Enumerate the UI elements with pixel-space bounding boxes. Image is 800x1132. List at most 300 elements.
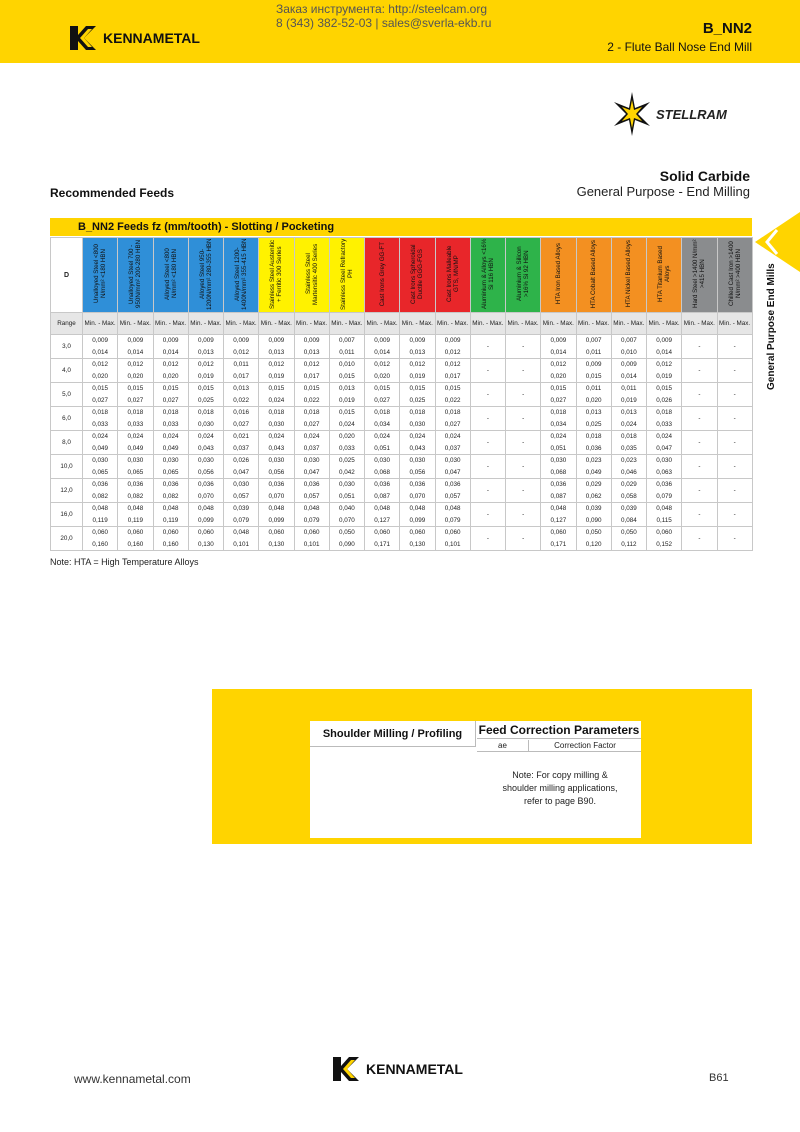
feed-cell-max: 0,019	[400, 371, 435, 383]
feed-cell-min: 0,015	[259, 383, 294, 395]
feed-cell-min: 0,013	[576, 407, 611, 419]
feed-cell-min: 0,015	[647, 383, 682, 395]
feed-cell-min: 0,009	[400, 335, 435, 347]
feed-cell-max: 0,058	[611, 491, 646, 503]
feed-cell-min: 0,012	[647, 359, 682, 371]
feed-cell-max: 0,020	[118, 371, 153, 383]
feed-cell-max: 0,127	[365, 515, 400, 527]
feed-cell-min: 0,018	[611, 431, 646, 443]
feed-cell-min: 0,012	[294, 359, 329, 371]
material-label: Stainless Steel Austenitic + Ferritic 300 Series	[269, 239, 284, 309]
feed-cell-max: 0,057	[224, 491, 259, 503]
feed-cell-na: -	[682, 407, 717, 431]
min-max-label: Min. - Max.	[541, 313, 576, 335]
note-line-1: Note: For copy milling &	[512, 770, 608, 780]
feed-cell-max: 0,020	[153, 371, 188, 383]
feed-cell-na: -	[506, 527, 541, 551]
diameter-cell: 3,0	[51, 335, 83, 359]
feed-cell-min: 0,009	[541, 335, 576, 347]
feed-cell-max: 0,082	[118, 491, 153, 503]
material-header-5	[224, 238, 259, 313]
feed-cell-na: -	[506, 455, 541, 479]
kennametal-wordmark: KENNAMETAL	[103, 30, 200, 46]
material-header-13	[506, 238, 541, 313]
feed-cell-max: 0,024	[329, 419, 364, 431]
order-link[interactable]: Заказ инструмента: http://steelcam.org	[276, 2, 488, 16]
material-label: HTA Iron Based Alloys	[554, 243, 562, 305]
feed-cell-min: 0,024	[118, 431, 153, 443]
min-max-label: Min. - Max.	[329, 313, 364, 335]
feed-cell-min: 0,018	[188, 407, 223, 419]
feed-cell-min: 0,009	[153, 335, 188, 347]
feed-cell-max: 0,056	[259, 467, 294, 479]
material-header-18	[682, 238, 717, 313]
feed-cell-max: 0,082	[83, 491, 118, 503]
copy-milling-note	[485, 769, 635, 808]
feed-cell-min: 0,060	[83, 527, 118, 539]
feed-cell-max: 0,065	[118, 467, 153, 479]
feed-cell-min: 0,030	[647, 455, 682, 467]
feed-cell-max: 0,062	[576, 491, 611, 503]
table-row	[51, 479, 753, 491]
feed-cell-max: 0,049	[576, 467, 611, 479]
feed-cell-max: 0,026	[647, 395, 682, 407]
table-row	[51, 419, 753, 431]
feed-cell-max: 0,036	[576, 443, 611, 455]
feed-cell-max: 0,115	[647, 515, 682, 527]
material-label: Unalloyed Steel 700 - 950N/mm² 200-280 HBN	[128, 239, 143, 309]
diameter-cell: 10,0	[51, 455, 83, 479]
feed-cell-max: 0,033	[83, 419, 118, 431]
feed-cell-max: 0,024	[611, 419, 646, 431]
feed-cell-max: 0,079	[224, 515, 259, 527]
feed-cell-na: -	[470, 503, 505, 527]
feed-cell-min: 0,015	[188, 383, 223, 395]
feed-cell-min: 0,024	[188, 431, 223, 443]
feed-cell-max: 0,049	[83, 443, 118, 455]
feed-cell-min: 0,013	[329, 383, 364, 395]
min-max-label: Min. - Max.	[470, 313, 505, 335]
page-number: B61	[709, 1072, 729, 1084]
ae-column-header: ae	[477, 740, 529, 752]
correction-factor-header: Correction Factor	[529, 740, 641, 752]
feed-cell-min: 0,024	[83, 431, 118, 443]
feeds-table-title: B_NN2 Feeds fz (mm/tooth) - Slotting / Pocketing	[50, 218, 752, 236]
feed-cell-min: 0,030	[224, 479, 259, 491]
feed-cell-max: 0,025	[400, 395, 435, 407]
feed-cell-min: 0,015	[294, 383, 329, 395]
feed-cell-max: 0,027	[83, 395, 118, 407]
feed-cell-min: 0,015	[400, 383, 435, 395]
material-label: Alloyed Steel 1200-1400N/mm² 355-415 HBN	[234, 238, 249, 310]
feed-cell-min: 0,060	[118, 527, 153, 539]
feed-cell-na: -	[470, 383, 505, 407]
stellram-logo	[612, 92, 727, 136]
material-header-14	[541, 238, 576, 313]
feed-cell-max: 0,070	[188, 491, 223, 503]
feed-cell-max: 0,057	[294, 491, 329, 503]
material-header-16	[611, 238, 646, 313]
feed-cell-min: 0,036	[435, 479, 470, 491]
feed-cell-min: 0,048	[83, 503, 118, 515]
min-max-label: Min. - Max.	[506, 313, 541, 335]
feed-cell-min: 0,012	[435, 359, 470, 371]
feed-cell-na: -	[506, 431, 541, 455]
stellram-star-icon	[612, 92, 652, 136]
feed-cell-max: 0,027	[365, 395, 400, 407]
min-max-label: Min. - Max.	[717, 313, 752, 335]
feed-cell-min: 0,048	[294, 503, 329, 515]
diameter-cell: 4,0	[51, 359, 83, 383]
feed-cell-min: 0,060	[294, 527, 329, 539]
feed-cell-min: 0,012	[259, 359, 294, 371]
feed-cell-max: 0,010	[611, 347, 646, 359]
note-line-3[interactable]: refer to page B90.	[523, 796, 597, 806]
feed-cell-na: -	[506, 407, 541, 431]
feed-cell-min: 0,030	[435, 455, 470, 467]
feed-cell-max: 0,070	[259, 491, 294, 503]
feed-cell-min: 0,050	[576, 527, 611, 539]
feed-cell-min: 0,024	[400, 431, 435, 443]
min-max-label: Min. - Max.	[83, 313, 118, 335]
feed-cell-min: 0,026	[224, 455, 259, 467]
feed-cell-min: 0,024	[647, 431, 682, 443]
feed-cell-min: 0,030	[153, 455, 188, 467]
table-row	[51, 443, 753, 455]
material-label: Cast Irons Spheroidal Ductile GGG-FGS	[410, 244, 425, 304]
table-row	[51, 395, 753, 407]
feed-cell-min: 0,036	[188, 479, 223, 491]
feed-cell-max: 0,015	[576, 371, 611, 383]
feed-cell-na: -	[470, 527, 505, 551]
diameter-cell: 5,0	[51, 383, 83, 407]
feed-cell-max: 0,012	[224, 347, 259, 359]
feed-cell-max: 0,019	[259, 371, 294, 383]
feed-cell-na: -	[717, 503, 752, 527]
feed-cell-max: 0,046	[611, 467, 646, 479]
material-label: Stainless Steel Refractory PH	[339, 238, 354, 310]
feed-cell-max: 0,049	[118, 443, 153, 455]
feed-cell-max: 0,014	[541, 347, 576, 359]
feed-cell-max: 0,011	[329, 347, 364, 359]
side-tab-label[interactable]: General Purpose End Mills	[766, 263, 777, 390]
feed-cell-min: 0,036	[153, 479, 188, 491]
kennametal-k-icon	[70, 26, 100, 50]
min-max-label: Min. - Max.	[153, 313, 188, 335]
feed-cell-min: 0,018	[83, 407, 118, 419]
min-max-label: Min. - Max.	[576, 313, 611, 335]
feed-cell-min: 0,036	[118, 479, 153, 491]
recommended-feeds-heading: Recommended Feeds	[50, 186, 175, 200]
feed-cell-min: 0,025	[329, 455, 364, 467]
min-max-label: Min. - Max.	[224, 313, 259, 335]
feed-cell-na: -	[682, 335, 717, 359]
product-name: 2 - Flute Ball Nose End Mill	[607, 40, 752, 54]
feed-cell-min: 0,036	[259, 479, 294, 491]
feed-cell-max: 0,025	[188, 395, 223, 407]
feed-cell-min: 0,048	[541, 503, 576, 515]
feed-cell-min: 0,030	[365, 455, 400, 467]
diameter-cell: 20,0	[51, 527, 83, 551]
feed-cell-max: 0,099	[400, 515, 435, 527]
feed-cell-max: 0,019	[647, 371, 682, 383]
feed-cell-max: 0,014	[611, 371, 646, 383]
feed-cell-max: 0,022	[224, 395, 259, 407]
feed-cell-min: 0,007	[576, 335, 611, 347]
material-header-9	[365, 238, 400, 313]
feed-cell-min: 0,009	[188, 335, 223, 347]
feed-correction-box	[310, 721, 641, 838]
feed-cell-min: 0,015	[329, 407, 364, 419]
feed-cell-max: 0,047	[435, 467, 470, 479]
table-row	[51, 527, 753, 539]
feed-cell-na: -	[470, 431, 505, 455]
feed-cell-min: 0,048	[365, 503, 400, 515]
feed-correction-panel	[212, 689, 752, 844]
feed-cell-min: 0,030	[294, 455, 329, 467]
feed-cell-max: 0,014	[647, 347, 682, 359]
feed-cell-max: 0,127	[541, 515, 576, 527]
hta-note: Note: HTA = High Temperature Alloys	[50, 557, 199, 567]
material-header-17	[647, 238, 682, 313]
feed-cell-min: 0,018	[153, 407, 188, 419]
feed-cell-min: 0,018	[118, 407, 153, 419]
feed-cell-max: 0,152	[647, 539, 682, 551]
feed-cell-min: 0,021	[224, 431, 259, 443]
material-label: Alloyed Steel <800 N/mm² <180 HBN	[163, 248, 178, 300]
material-label: Hard Steel >1400 N/mm² >415 HBN	[692, 239, 707, 309]
feed-cell-min: 0,036	[541, 479, 576, 491]
feed-cell-max: 0,119	[153, 515, 188, 527]
feed-cell-max: 0,013	[259, 347, 294, 359]
feed-cell-min: 0,050	[611, 527, 646, 539]
feed-cell-max: 0,070	[329, 515, 364, 527]
feed-cell-max: 0,037	[224, 443, 259, 455]
feed-cell-max: 0,079	[294, 515, 329, 527]
feed-cell-max: 0,012	[435, 347, 470, 359]
feed-cell-min: 0,018	[541, 407, 576, 419]
feed-cell-max: 0,070	[400, 491, 435, 503]
material-header-3	[153, 238, 188, 313]
feed-cell-min: 0,015	[153, 383, 188, 395]
material-header-7	[294, 238, 329, 313]
feed-cell-min: 0,036	[83, 479, 118, 491]
feed-cell-max: 0,027	[541, 395, 576, 407]
feed-cell-max: 0,025	[576, 419, 611, 431]
feed-cell-max: 0,034	[365, 419, 400, 431]
feed-cell-na: -	[717, 431, 752, 455]
feed-cell-max: 0,043	[400, 443, 435, 455]
feed-cell-max: 0,171	[365, 539, 400, 551]
feed-cell-min: 0,009	[259, 335, 294, 347]
material-label: HTA Cobalt Based Alloys	[590, 239, 598, 309]
feed-cell-min: 0,009	[611, 359, 646, 371]
feed-cell-max: 0,011	[576, 347, 611, 359]
min-max-label: Min. - Max.	[294, 313, 329, 335]
feed-cell-na: -	[682, 431, 717, 455]
feed-cell-min: 0,024	[294, 431, 329, 443]
kennametal-logo	[70, 26, 200, 50]
material-header-8	[329, 238, 364, 313]
feed-cell-min: 0,048	[647, 503, 682, 515]
min-max-label: Min. - Max.	[611, 313, 646, 335]
feed-cell-min: 0,011	[611, 383, 646, 395]
feed-cell-na: -	[470, 407, 505, 431]
feed-cell-min: 0,009	[365, 335, 400, 347]
feed-cell-min: 0,009	[576, 359, 611, 371]
feed-cell-min: 0,030	[259, 455, 294, 467]
feed-cell-min: 0,012	[188, 359, 223, 371]
feed-cell-max: 0,017	[294, 371, 329, 383]
feed-cell-na: -	[506, 359, 541, 383]
feed-cell-na: -	[682, 479, 717, 503]
feed-cell-min: 0,013	[611, 407, 646, 419]
feed-cell-min: 0,040	[329, 503, 364, 515]
feed-cell-max: 0,087	[541, 491, 576, 503]
feed-cell-min: 0,060	[188, 527, 223, 539]
feed-cell-min: 0,013	[224, 383, 259, 395]
feed-cell-max: 0,079	[435, 515, 470, 527]
feed-cell-min: 0,018	[400, 407, 435, 419]
feed-cell-min: 0,024	[365, 431, 400, 443]
diameter-cell: 6,0	[51, 407, 83, 431]
range-label: Range	[51, 313, 83, 335]
feed-cell-max: 0,130	[400, 539, 435, 551]
feed-cell-min: 0,015	[435, 383, 470, 395]
material-label: HTA Nickel Based Alloys	[625, 240, 633, 308]
feed-cell-na: -	[506, 383, 541, 407]
min-max-label: Min. - Max.	[400, 313, 435, 335]
feed-cell-min: 0,029	[611, 479, 646, 491]
feed-cell-max: 0,020	[576, 395, 611, 407]
feed-cell-min: 0,012	[83, 359, 118, 371]
feed-cell-min: 0,060	[365, 527, 400, 539]
table-row	[51, 347, 753, 359]
feed-cell-max: 0,027	[153, 395, 188, 407]
feed-cell-na: -	[506, 479, 541, 503]
feed-cell-na: -	[717, 455, 752, 479]
footer-kennametal-k-icon	[333, 1057, 363, 1081]
feed-cell-na: -	[717, 359, 752, 383]
feed-cell-max: 0,037	[294, 443, 329, 455]
feed-cell-max: 0,033	[153, 419, 188, 431]
feed-cell-min: 0,015	[83, 383, 118, 395]
feed-cell-max: 0,056	[188, 467, 223, 479]
feed-cell-max: 0,063	[647, 467, 682, 479]
table-row	[51, 335, 753, 347]
feed-cell-min: 0,018	[365, 407, 400, 419]
feed-cell-min: 0,048	[118, 503, 153, 515]
material-header-12	[470, 238, 505, 313]
feed-cell-min: 0,012	[118, 359, 153, 371]
material-header-1	[83, 238, 118, 313]
feed-cell-min: 0,018	[259, 407, 294, 419]
feed-cell-min: 0,060	[400, 527, 435, 539]
feed-cell-max: 0,099	[259, 515, 294, 527]
feed-cell-min: 0,023	[611, 455, 646, 467]
feed-cell-max: 0,090	[329, 539, 364, 551]
feed-cell-min: 0,012	[400, 359, 435, 371]
feed-cell-max: 0,030	[259, 419, 294, 431]
feed-cell-max: 0,047	[224, 467, 259, 479]
feed-cell-min: 0,009	[435, 335, 470, 347]
material-header-2	[118, 238, 153, 313]
feed-cell-min: 0,009	[118, 335, 153, 347]
feed-cell-min: 0,024	[435, 431, 470, 443]
min-max-label: Min. - Max.	[435, 313, 470, 335]
feed-cell-min: 0,050	[329, 527, 364, 539]
feed-cell-max: 0,027	[118, 395, 153, 407]
feed-cell-max: 0,017	[224, 371, 259, 383]
material-label: Alloyed Steel 950-1200N/mm² 280-355 HBN	[198, 238, 213, 310]
feed-cell-max: 0,130	[188, 539, 223, 551]
feed-cell-max: 0,101	[224, 539, 259, 551]
feed-cell-na: -	[717, 335, 752, 359]
feed-cell-min: 0,011	[224, 359, 259, 371]
feed-cell-na: -	[506, 335, 541, 359]
feed-cell-min: 0,030	[83, 455, 118, 467]
feed-cell-min: 0,012	[365, 359, 400, 371]
table-row	[51, 455, 753, 467]
feed-cell-max: 0,101	[294, 539, 329, 551]
feed-cell-max: 0,013	[400, 347, 435, 359]
material-label: Aluminium & Alloys <16% Si 116 HBN	[480, 238, 495, 310]
feed-cell-min: 0,060	[153, 527, 188, 539]
material-header-15	[576, 238, 611, 313]
diameter-cell: 8,0	[51, 431, 83, 455]
feed-cell-min: 0,048	[259, 503, 294, 515]
min-max-label: Min. - Max.	[682, 313, 717, 335]
table-row	[51, 491, 753, 503]
feed-cell-max: 0,037	[435, 443, 470, 455]
feed-cell-max: 0,030	[400, 419, 435, 431]
feed-cell-min: 0,060	[435, 527, 470, 539]
table-row	[51, 407, 753, 419]
feed-cell-max: 0,027	[224, 419, 259, 431]
feed-cell-max: 0,087	[365, 491, 400, 503]
feed-cell-max: 0,051	[365, 443, 400, 455]
contact-line[interactable]: 8 (343) 382-52-03 | sales@sverla-ekb.ru	[276, 16, 492, 30]
feed-cell-max: 0,119	[83, 515, 118, 527]
feed-cell-min: 0,048	[153, 503, 188, 515]
footer-url[interactable]: www.kennametal.com	[74, 1072, 191, 1086]
feed-cell-min: 0,018	[294, 407, 329, 419]
diameter-cell: 16,0	[51, 503, 83, 527]
feed-cell-max: 0,047	[647, 443, 682, 455]
feed-cell-max: 0,014	[83, 347, 118, 359]
stellram-wordmark: STELLRAM	[656, 106, 727, 122]
footer-kennametal-logo	[333, 1057, 463, 1081]
feed-cell-min: 0,012	[541, 359, 576, 371]
material-label: HTA Titanium Based Alloys	[657, 246, 672, 302]
feed-cell-min: 0,009	[224, 335, 259, 347]
note-line-2: shoulder milling applications,	[502, 783, 618, 793]
feed-cell-max: 0,034	[541, 419, 576, 431]
material-header-11	[435, 238, 470, 313]
feed-cell-na: -	[470, 479, 505, 503]
feed-cell-min: 0,018	[576, 431, 611, 443]
feed-cell-max: 0,019	[329, 395, 364, 407]
feed-cell-min: 0,020	[329, 431, 364, 443]
table-row	[51, 515, 753, 527]
feed-cell-max: 0,160	[83, 539, 118, 551]
material-label: Unalloyed Steel <800 N/mm² <180 HBN	[93, 244, 108, 304]
material-header-6	[259, 238, 294, 313]
feed-cell-min: 0,036	[365, 479, 400, 491]
table-row	[51, 431, 753, 443]
feed-cell-min: 0,048	[400, 503, 435, 515]
feed-cell-max: 0,020	[541, 371, 576, 383]
